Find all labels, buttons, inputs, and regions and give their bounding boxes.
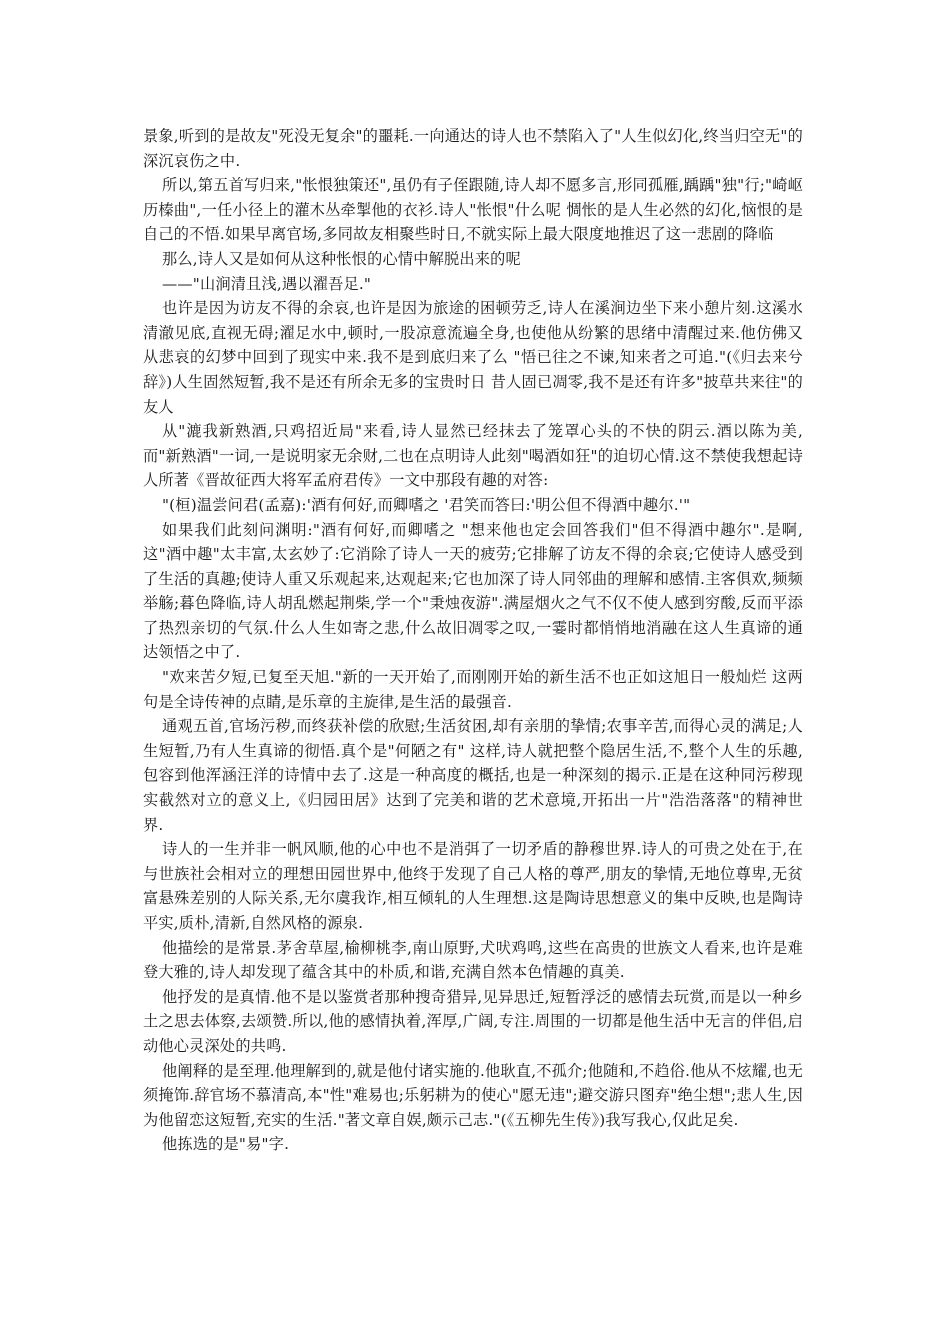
quote-line: ——"山涧清且浅,遇以濯吾足." xyxy=(162,274,372,293)
paragraph: 他描绘的是常景.茅舍草屋,榆柳桃李,南山原野,犬吠鸡鸣,这些在高贵的世族文人看来,也许是难登大雅的,诗人却发现了蕴含其中的朴质,和谐,充满自然本色情趣的真美. xyxy=(143,938,803,982)
paragraph: 所以,第五首写归来,"怅恨独策还",虽仍有子侄跟随,诗人却不愿多言,形同孤雁,踽踽"独"行;"崎岖历榛曲",一任小径上的灌木丛牵掣他的衣衫.诗人"怅恨"什么呢 惆怅的是人生必然的幻化,恼恨的是自己的不悟.如果早离官场,多同故友相聚些时日,不就实际上最大限度地推迟了这一悲剧的降临 xyxy=(143,176,803,244)
paragraph: 那么,诗人又是如何从这种怅恨的心情中解脱出来的呢 xyxy=(162,249,521,268)
paragraph: 他阐释的是至理.他理解到的,就是他付诸实施的.他耿直,不孤介;他随和,不趋俗.他从不炫耀,也无须掩饰.辞官场不慕清高,本"性"难易也;乐躬耕为的使心"愿无违";避交游只图弃"绝尘想";悲人生,因为他留恋这短暂,充实的生活."著文章自娱,颇示己志."(《五柳先生传》)我写我心,仅此足矣. xyxy=(143,1061,803,1129)
paragraph: 也许是因为访友不得的余哀,也许是因为旅途的困顿劳乏,诗人在溪涧边坐下来小憩片刻.这溪水清澈见底,直视无碍;濯足水中,顿时,一股凉意流遍全身,也使他从纷繁的思绪中清醒过来.他仿佛又从悲哀的幻梦中回到了现实中来.我不是到底归来了么 "悟已往之不谏,知来者之可追."(《归去来兮辞》)人生固然短暂,我不是还有所余无多的宝贵时日 昔人固已凋零,我不是还有许多"披草共来往"的友人 xyxy=(143,299,803,416)
paragraph: "欢来苦夕短,已复至天旭."新的一天开始了,而刚刚开始的新生活不也正如这旭日一般灿烂 这两句是全诗传神的点睛,是乐章的主旋律,是生活的最强音. xyxy=(143,668,803,711)
paragraph: 诗人的一生并非一帆风顺,他的心中也不是消弭了一切矛盾的静穆世界.诗人的可贵之处在于,在与世族社会相对立的理想田园世界中,他终于发现了自己人格的尊严,朋友的挚情,无地位尊卑,无贫富悬殊差别的人际关系,无尔虞我诈,相互倾轧的人生理想.这是陶诗思想意义的集中反映,也是陶诗平实,质朴,清新,自然风格的源泉. xyxy=(143,840,803,932)
quote-line: "(桓)温尝问君(孟嘉):'酒有何好,而卿嗜之 '君笑而答曰:'明公但不得酒中趣尔.'" xyxy=(162,495,691,514)
paragraph: 景象,听到的是故友"死没无复余"的噩耗.一向通达的诗人也不禁陷入了"人生似幻化,终当归空无"的深沉哀伤之中. xyxy=(143,127,803,170)
paragraph: 从"漉我新熟酒,只鸡招近局"来看,诗人显然已经抹去了笼罩心头的不快的阴云.酒以陈为美,而"新熟酒"一词,一是说明家无余财,二也在点明诗人此刻"喝酒如狂"的迫切心情.这不禁使我想起诗人所著《晋故征西大将军孟府君传》一文中那段有趣的对答: xyxy=(143,422,803,490)
paragraph: 通观五首,官场污秽,而终获补偿的欣慰;生活贫困,却有亲朋的挚情;农事辛苦,而得心灵的满足;人生短暂,乃有人生真谛的彻悟.真个是"何陋之有" 这样,诗人就把整个隐居生活,不,整个人生的乐趣,包容到他浑涵汪洋的诗情中去了.这是一种高度的概括,也是一种深刻的揭示.正是在这种同污秽现实截然对立的意义上,《归园田居》达到了完美和谐的艺术意境,开拓出一片"浩浩落落"的精神世界. xyxy=(143,717,803,834)
document-page xyxy=(143,124,803,1157)
paragraph: 他拣选的是"易"字. xyxy=(162,1135,290,1154)
paragraph: 他抒发的是真情.他不是以鉴赏者那种搜奇猎异,见异思迁,短暂浮泛的感情去玩赏,而是以一种乡土之思去体察,去颂赞.所以,他的感情执着,浑厚,广阔,专注.周围的一切都是他生活中无言的伴侣,启动他心灵深处的共鸣. xyxy=(143,987,803,1055)
paragraph: 如果我们此刻问渊明:"酒有何好,而卿嗜之 "想来他也定会回答我们"但不得酒中趣尔".是啊,这"酒中趣"太丰富,太玄妙了:它消除了诗人一天的疲劳;它排解了访友不得的余哀;它使诗人感受到了生活的真趣;使诗人重又乐观起来,达观起来;它也加深了诗人同邻曲的理解和感情.主客俱欢,频频举觞;暮色降临,诗人胡乱燃起荆柴,学一个"秉烛夜游".满屋烟火之气不仅不使人感到穷酸,反而平添了热烈亲切的气氛.什么人生如寄之悲,什么故旧凋零之叹,一霎时都悄悄地消融在这人生真谛的通达领悟之中了. xyxy=(143,520,803,662)
